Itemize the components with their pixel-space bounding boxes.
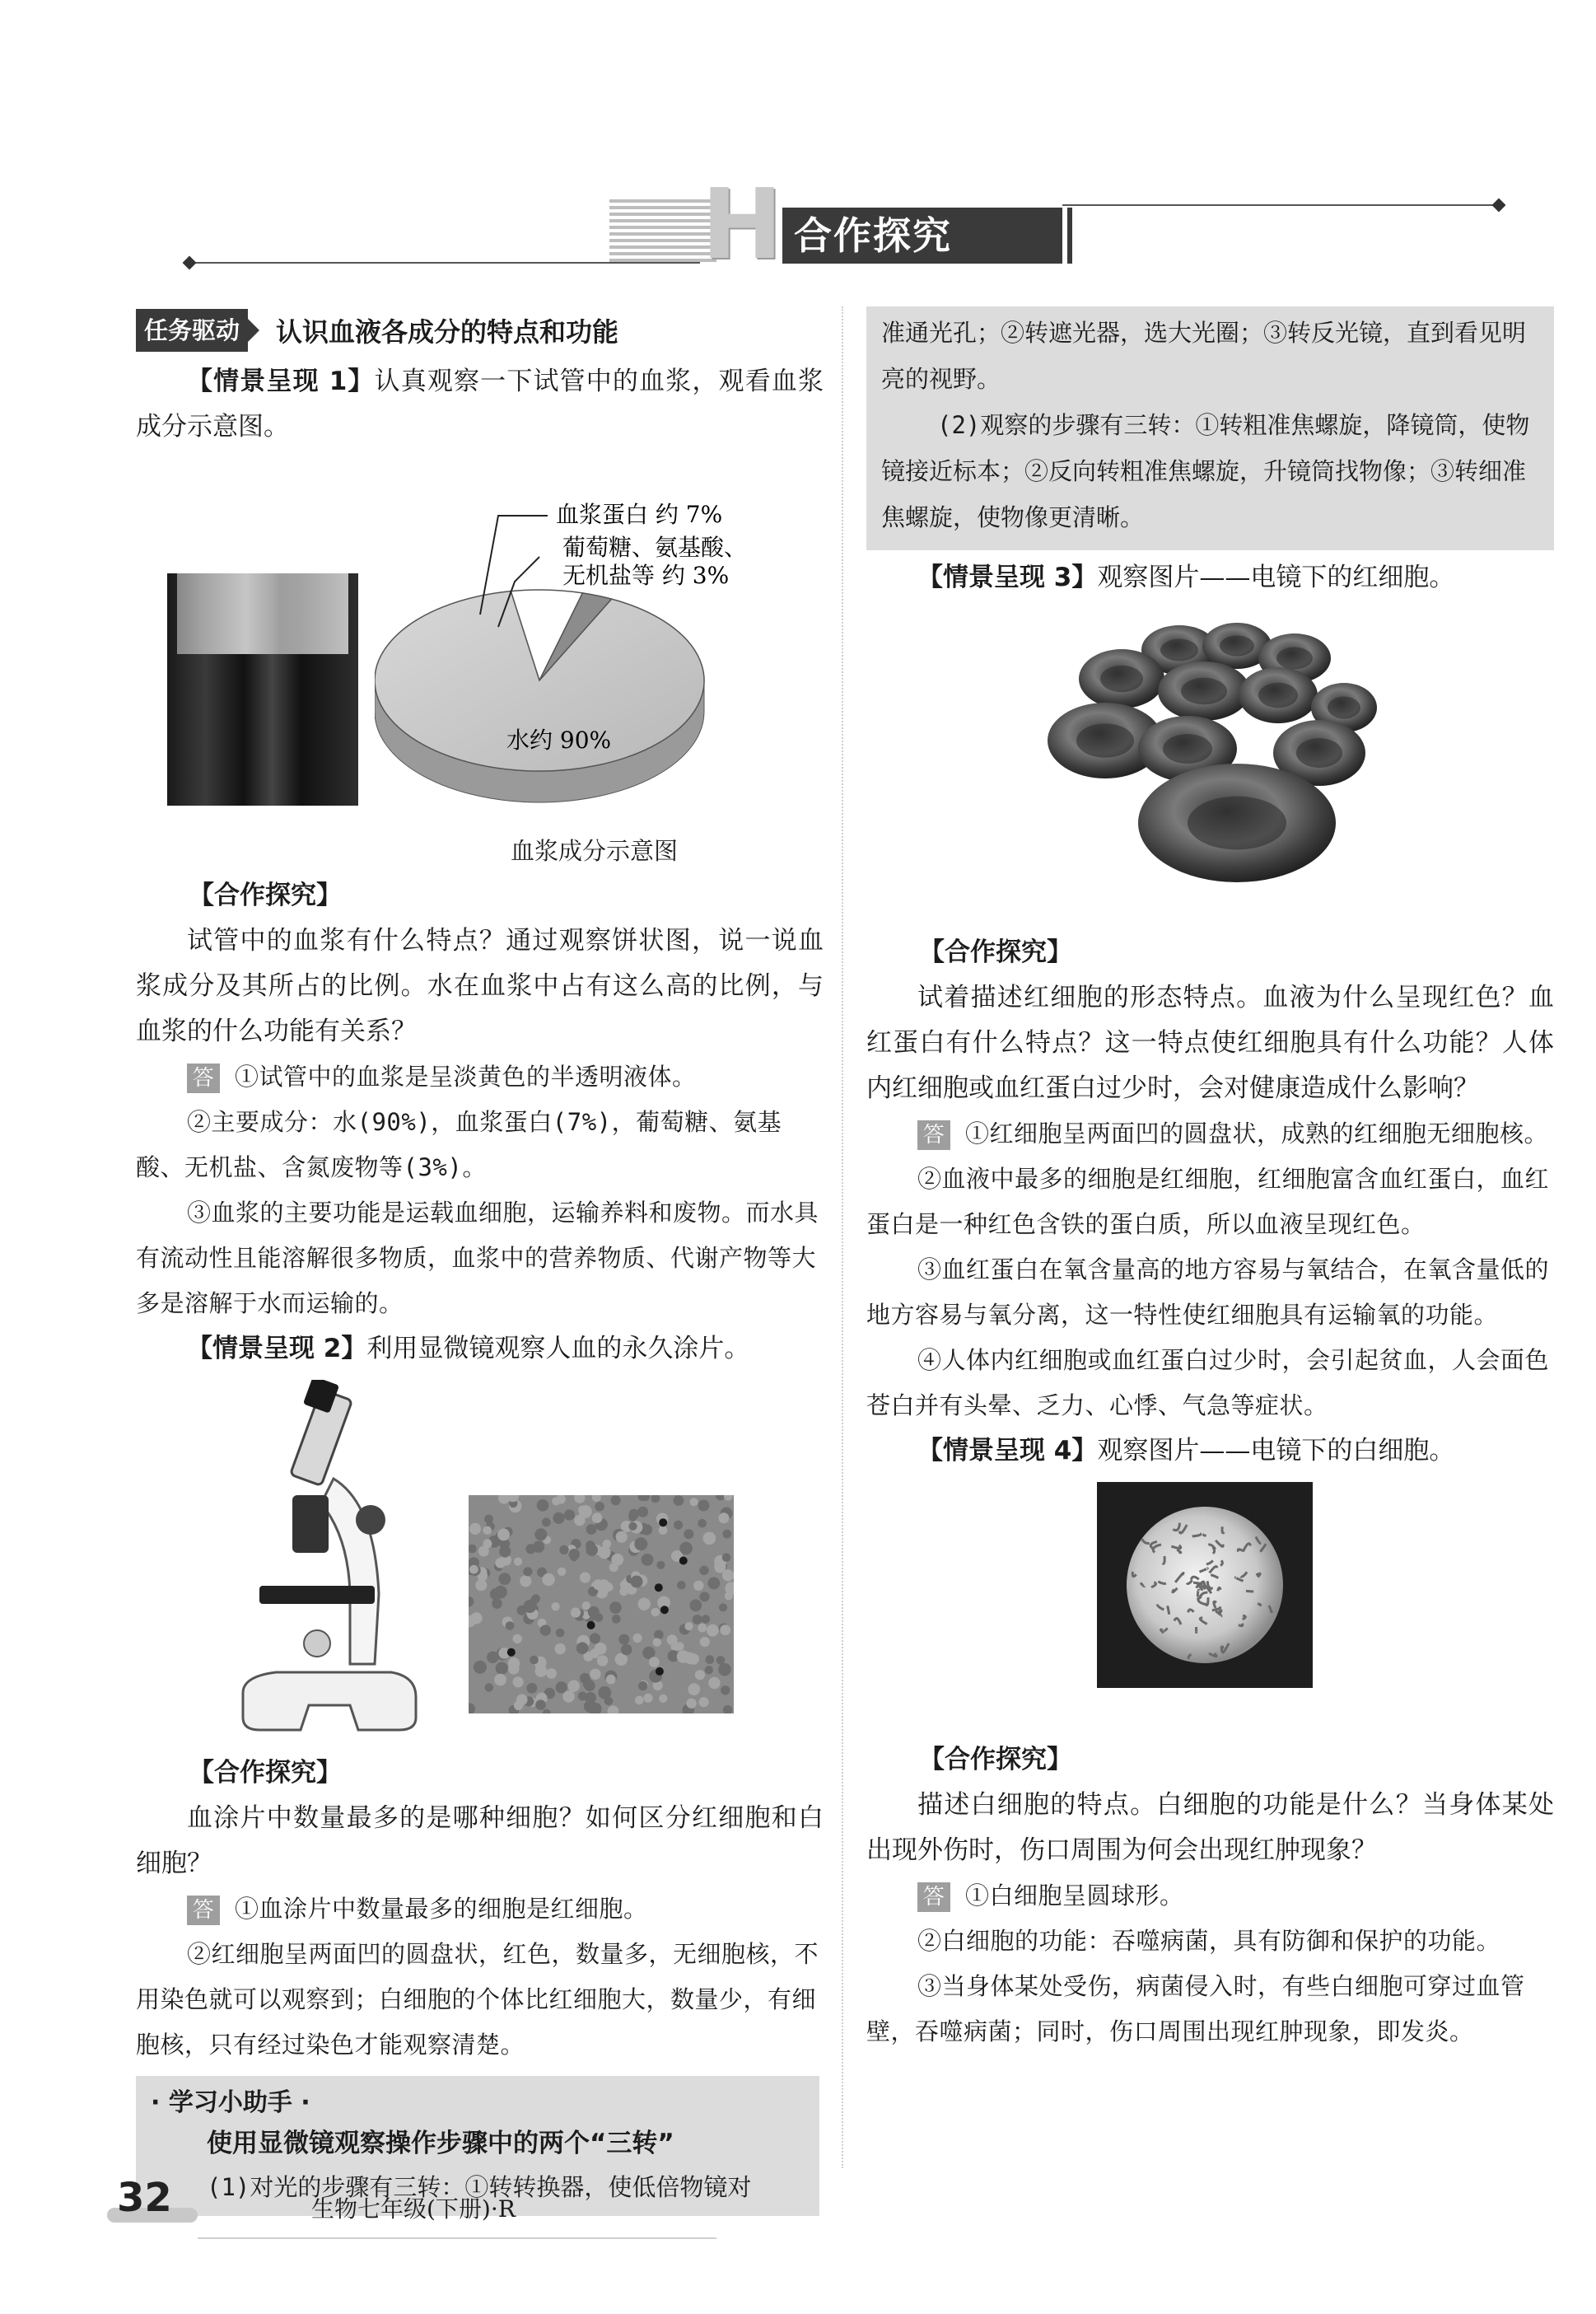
red-blood-cell-dimple [1163,734,1212,764]
smear-red-cell [499,1545,511,1557]
smear-red-cell [721,1685,730,1695]
smear-red-cell [690,1498,698,1506]
test-tube-photo [167,573,358,806]
smear-red-cell [698,1500,709,1512]
blood-smear-cells [469,1495,734,1713]
explore-2-answer-1: 答 ①血涂片中数量最多的细胞是红细胞。 [136,1886,824,1932]
smear-red-cell [535,1665,548,1677]
smear-red-cell [700,1637,710,1647]
smear-red-cell [722,1530,731,1539]
right-column [866,306,1554,2055]
smear-white-cell [659,1518,667,1526]
smear-red-cell [593,1579,604,1590]
smear-red-cell [689,1599,702,1611]
smear-red-cell [634,1537,647,1550]
pie-chart-svg [375,450,819,837]
red-blood-cell-dimple [1296,738,1342,768]
smear-red-cell [551,1602,559,1610]
red-blood-cell-dimple [1076,723,1134,757]
smear-red-cell [659,1695,667,1703]
smear-red-cell [608,1705,619,1713]
explore-2-question: 血涂片中数量最多的是哪种细胞？如何区分红细胞和白细胞？ [136,1803,824,1878]
smear-red-cell [513,1676,524,1687]
smear-red-cell [677,1581,686,1590]
smear-red-cell [698,1624,707,1633]
smear-red-cell [543,1709,551,1713]
smear-red-cell [720,1624,730,1635]
smear-red-cell [684,1622,693,1630]
smear-red-cell [723,1705,733,1713]
label-glucose-line1: 葡萄糖、氨基酸、 [562,534,748,561]
plasma-figure [136,450,824,870]
smear-red-cell [485,1683,493,1691]
smear-red-cell [558,1568,566,1576]
smear-red-cell [585,1692,596,1704]
red-blood-cell-dimple [1100,666,1143,692]
smear-red-cell [592,1512,603,1523]
smear-red-cell [695,1670,705,1680]
smear-red-cell [530,1656,539,1665]
scene-3: 【情景呈现 3】观察图片——电镜下的红细胞。 [917,563,1455,592]
smear-red-cell [564,1509,575,1520]
smear-red-cell [618,1634,629,1645]
header-diamond-left [183,256,197,270]
explore-3-question: 试着描述红细胞的形态特点。血液为什么呈现红色？血红蛋白有什么特点？这一特点使红细胞具有什么功能？人体内红细胞或血红蛋白过少时，会对健康造成什么影响？ [866,983,1554,1103]
smear-red-cell [699,1697,709,1707]
smear-red-cell [719,1603,727,1611]
smear-red-cell [628,1512,637,1522]
blood-smear-image [469,1495,734,1713]
smear-red-cell [475,1579,487,1591]
smear-red-cell [484,1515,493,1524]
smear-red-cell [714,1561,726,1573]
scene-2: 【情景呈现 2】利用显微镜观察人血的永久涂片。 [187,1334,750,1363]
smear-red-cell [537,1499,549,1512]
explore-1-answer-3: ③血浆的主要功能是运载血细胞，运输养料和废物。而水具有流动性且能溶解很多物质，血浆中的营养物质、代谢产物等大多是溶解于水而运输的。 [136,1199,819,1317]
smear-red-cell [674,1495,684,1506]
column-divider [842,306,843,2168]
smear-red-cell [542,1517,551,1526]
explore-4-answer-3: ③当身体某处受伤，病菌侵入时，有些白细胞可穿过血管壁，吞噬病菌；同时，伤口周围出现红肿现象，即发炎。 [866,1972,1525,2045]
smear-red-cell [483,1526,492,1536]
smear-red-cell [535,1699,546,1710]
smear-red-cell [654,1630,664,1640]
smear-red-cell [651,1608,660,1617]
smear-red-cell [684,1529,693,1539]
smear-red-cell [542,1573,554,1586]
smear-red-cell [568,1681,580,1692]
explore-2-answer-2: ②红细胞呈两面凹的圆盘状，红色，数量多，无细胞核，不用染色就可以观察到；白细胞的个体比红细胞大，数量少，有细胞核，只有经过染色才能观察清楚。 [136,1940,819,2059]
smear-red-cell [556,1629,565,1638]
smear-red-cell [588,1606,600,1618]
book-title: 生物七年级(下册)·R [311,2195,516,2223]
header-rule-top [1062,204,1499,206]
smear-red-cell [693,1615,702,1624]
smear-red-cell [469,1703,475,1713]
smear-red-cell [514,1558,522,1566]
smear-red-cell [595,1502,604,1512]
smear-red-cell [540,1625,551,1636]
smear-red-cell [705,1655,714,1664]
footer-rule [198,2237,716,2239]
smear-red-cell [649,1657,660,1667]
explore-4-question: 描述白细胞的特点。白细胞的功能是什么？当身体某处出现外伤时，伤口周围为何会出现红肿现象？ [866,1790,1554,1865]
explore-1-answer-2: ②主要成分：水(90%)，血浆蛋白(7%)，葡萄糖、氨基酸、无机盐、含氮废物等(3%)。 [136,1108,782,1181]
explore-3-answer-2: ②血液中最多的细胞是红细胞，红细胞富含血红蛋白，血红蛋白是一种红色含铁的蛋白质，所以血液呈现红色。 [866,1165,1550,1238]
explore-3-answer-3: ③血红蛋白在氧含量高的地方容易与氧结合，在氧含量低的地方容易与氧分离，这一特性使红细胞具有运输氧的功能。 [866,1255,1550,1329]
page-number: 32 [117,2175,172,2221]
smear-red-cell [580,1572,590,1582]
smear-red-cell [583,1679,594,1690]
smear-white-cell [507,1648,516,1657]
smear-red-cell [520,1575,531,1587]
smear-red-cell [487,1652,498,1663]
red-blood-cell-dimple [1328,697,1360,719]
label-protein: 血浆蛋白 约 7% [556,501,723,528]
white-cell-fold [1168,1607,1169,1615]
white-blood-cell-figure [866,1474,1554,1737]
study-helper-continued [866,306,1554,550]
smear-red-cell [590,1669,600,1680]
task-tag: 任务驱动 [136,309,248,352]
task-title: 认识血液各成分的特点和功能 [276,316,619,348]
answer-icon: 答 [187,1896,220,1925]
red-blood-cell-dimple [1258,683,1298,708]
smear-red-cell [586,1540,595,1550]
white-cell-fold [1204,1582,1205,1587]
explore-2-label: 【合作探究】 [189,1758,342,1788]
smear-red-cell [574,1515,585,1526]
smear-white-cell [656,1667,664,1676]
smear-red-cell [469,1596,474,1607]
smear-red-cell [653,1638,661,1646]
smear-red-cell [616,1531,628,1543]
smear-red-cell [508,1657,520,1670]
white-cell-fold [1258,1603,1260,1605]
smear-red-cell [651,1495,660,1503]
smear-red-cell [592,1495,601,1502]
microscope-image [226,1380,424,1742]
smear-red-cell [523,1567,532,1576]
smear-red-cell [638,1598,651,1610]
smear-red-cell [631,1576,643,1588]
smear-red-cell [546,1668,557,1679]
smear-red-cell [708,1677,720,1689]
smear-red-cell [609,1601,622,1614]
header-rule-bottom [189,262,700,264]
smear-red-cell [598,1546,610,1559]
scene-4: 【情景呈现 4】观察图片——电镜下的白细胞。 [917,1436,1455,1466]
smear-white-cell [655,1583,663,1592]
scene-1: 【情景呈现 1】认真观察一下试管中的血浆，观看血浆成分示意图。 [136,367,824,442]
answer-icon: 答 [917,1120,950,1150]
smear-red-cell [699,1592,709,1601]
answer-icon: 答 [187,1064,220,1093]
left-column [136,306,824,2216]
explore-1-answer-1: 答 ①试管中的血浆是呈淡黄色的半透明液体。 [136,1054,824,1100]
smear-red-cell [633,1634,642,1643]
explore-4-label: 【合作探究】 [919,1745,1072,1774]
helper-tag: · 学习小助手 · [151,2088,310,2117]
smear-red-cell [534,1528,547,1540]
smear-red-cell [513,1634,522,1643]
smear-red-cell [659,1526,668,1535]
pie-chart [375,450,819,870]
helper-cont-text-1: 准通光孔；②转遮光器，选大光圈；③转反光镜，直到看见明亮的视野。 [881,319,1527,393]
header-letter: H [701,167,783,281]
smear-red-cell [635,1696,644,1705]
smear-red-cell [474,1661,487,1674]
smear-red-cell [705,1666,713,1674]
smear-red-cell [483,1539,492,1548]
smear-red-cell [718,1663,731,1676]
smear-red-cell [496,1662,508,1675]
white-cell-fold [1213,1547,1215,1554]
smear-red-cell [621,1644,632,1656]
smear-red-cell [597,1655,608,1666]
explore-4-answer-2: ②白细胞的功能：吞噬病菌，具有防御和保护的功能。 [917,1927,1501,1955]
answer-icon: 答 [917,1882,950,1912]
smear-red-cell [638,1681,647,1690]
smear-red-cell [523,1600,536,1613]
smear-red-cell [698,1519,707,1528]
smear-red-cell [667,1634,678,1645]
smear-red-cell [576,1642,589,1654]
smear-red-cell [643,1694,652,1703]
red-blood-cell-dimple [1188,797,1286,850]
red-blood-cell-dimple [1181,678,1227,704]
smear-red-cell [568,1549,580,1560]
smear-red-cell [611,1554,623,1566]
white-cell-fold [1246,1591,1253,1592]
smear-red-cell [490,1588,502,1601]
smear-red-cell [469,1565,478,1574]
red-blood-cells [1048,623,1377,882]
task-heading [136,306,824,354]
smear-red-cell [677,1650,690,1663]
smear-red-cell [497,1529,510,1541]
helper-text-1: (1)对光的步骤有三转：①转转换器，使低倍物镜对 [207,2173,752,2201]
smear-red-cell [642,1554,654,1566]
smear-red-cell [702,1615,711,1624]
smear-red-cell [469,1545,477,1554]
smear-red-cell [590,1633,600,1643]
smear-red-cell [586,1524,597,1535]
smear-red-cell [506,1621,515,1630]
smear-red-cell [679,1542,693,1555]
smear-red-cell [707,1577,720,1589]
smear-white-cell [587,1621,595,1629]
explore-3-label: 【合作探究】 [919,937,1072,967]
smear-red-cell [598,1686,611,1699]
smear-red-cell [707,1624,719,1637]
smear-red-cell [656,1561,665,1569]
pie-caption: 血浆成分示意图 [511,837,679,865]
white-blood-cell-image [1097,1482,1313,1688]
smear-red-cell [556,1681,567,1693]
red-blood-cell-dimple [1276,647,1313,670]
explore-1-question: 试管中的血浆有什么特点？通过观察饼状图，说一说血浆成分及其所占的比例。水在血浆中占有这么高的比例，与血浆的什么功能有关系？ [136,926,824,1046]
label-glucose-line2: 无机盐等 约 3% [562,562,730,589]
smear-red-cell [725,1592,733,1600]
smear-red-cell [516,1695,528,1706]
smear-red-cell [606,1675,616,1685]
red-blood-cell-dimple [1220,635,1254,656]
red-blood-cell-dimple [1160,639,1198,661]
label-water: 水约 90% [506,727,612,754]
smear-red-cell [553,1512,564,1524]
explore-3-answer-4: ④人体内红细胞或血红蛋白过少时，会引起贫血，人会面色苍白并有头晕、乏力、心悸、气急等症状。 [866,1346,1550,1419]
smear-red-cell [637,1507,648,1517]
explore-1-label: 【合作探究】 [189,881,342,910]
smear-red-cell [469,1523,481,1535]
task-arrow-icon [248,319,259,342]
smear-red-cell [675,1642,684,1651]
explore-4-answer-1: 答 ①白细胞呈圆球形。 [866,1873,1554,1919]
red-blood-cell-figure [866,601,1554,930]
smear-red-cell [525,1544,535,1554]
helper-title: 使用显微镜观察操作步骤中的两个“三转” [207,2129,674,2158]
smear-white-cell [660,1606,669,1614]
smear-red-cell [718,1512,729,1523]
smear-red-cell [699,1566,708,1575]
smear-red-cell [716,1656,726,1665]
smear-red-cell [722,1553,731,1562]
explore-3-answer-1: 答 ①红细胞呈两面凹的圆盘状，成熟的红细胞无细胞核。 [866,1111,1554,1157]
smear-red-cell [590,1648,600,1658]
smear-red-cell [555,1643,566,1654]
smear-red-cell [686,1699,696,1709]
smear-red-cell [559,1545,568,1554]
header-bar-1 [1067,208,1072,264]
smear-red-cell [611,1495,621,1505]
smear-red-cell [703,1532,716,1545]
microscope-figure [136,1372,824,1751]
smear-red-cell [612,1615,621,1624]
smear-white-cell [679,1557,688,1565]
helper-cont-text-2: (2)观察的步骤有三转：①转粗准焦螺旋，降镜筒，使物镜接近标本；②反向转粗准焦螺旋，升镜筒找物像；③转细准焦螺旋，使物像更清晰。 [881,411,1530,531]
header-diamond-right [1492,199,1506,213]
smear-red-cell [724,1495,733,1501]
section-title: 合作探究 [782,208,1062,264]
smear-red-cell [498,1495,510,1504]
smear-red-cell [526,1683,537,1694]
smear-red-cell [571,1607,581,1617]
red-blood-cell-image [1031,617,1393,889]
smear-red-cell [693,1581,703,1591]
smear-red-cell [574,1495,585,1503]
smear-red-cell [628,1522,637,1531]
smear-red-cell [578,1506,587,1515]
smear-red-cell [674,1521,683,1530]
smear-red-cell [688,1683,700,1695]
smear-red-cell [498,1573,511,1585]
smear-red-cell [494,1674,506,1686]
